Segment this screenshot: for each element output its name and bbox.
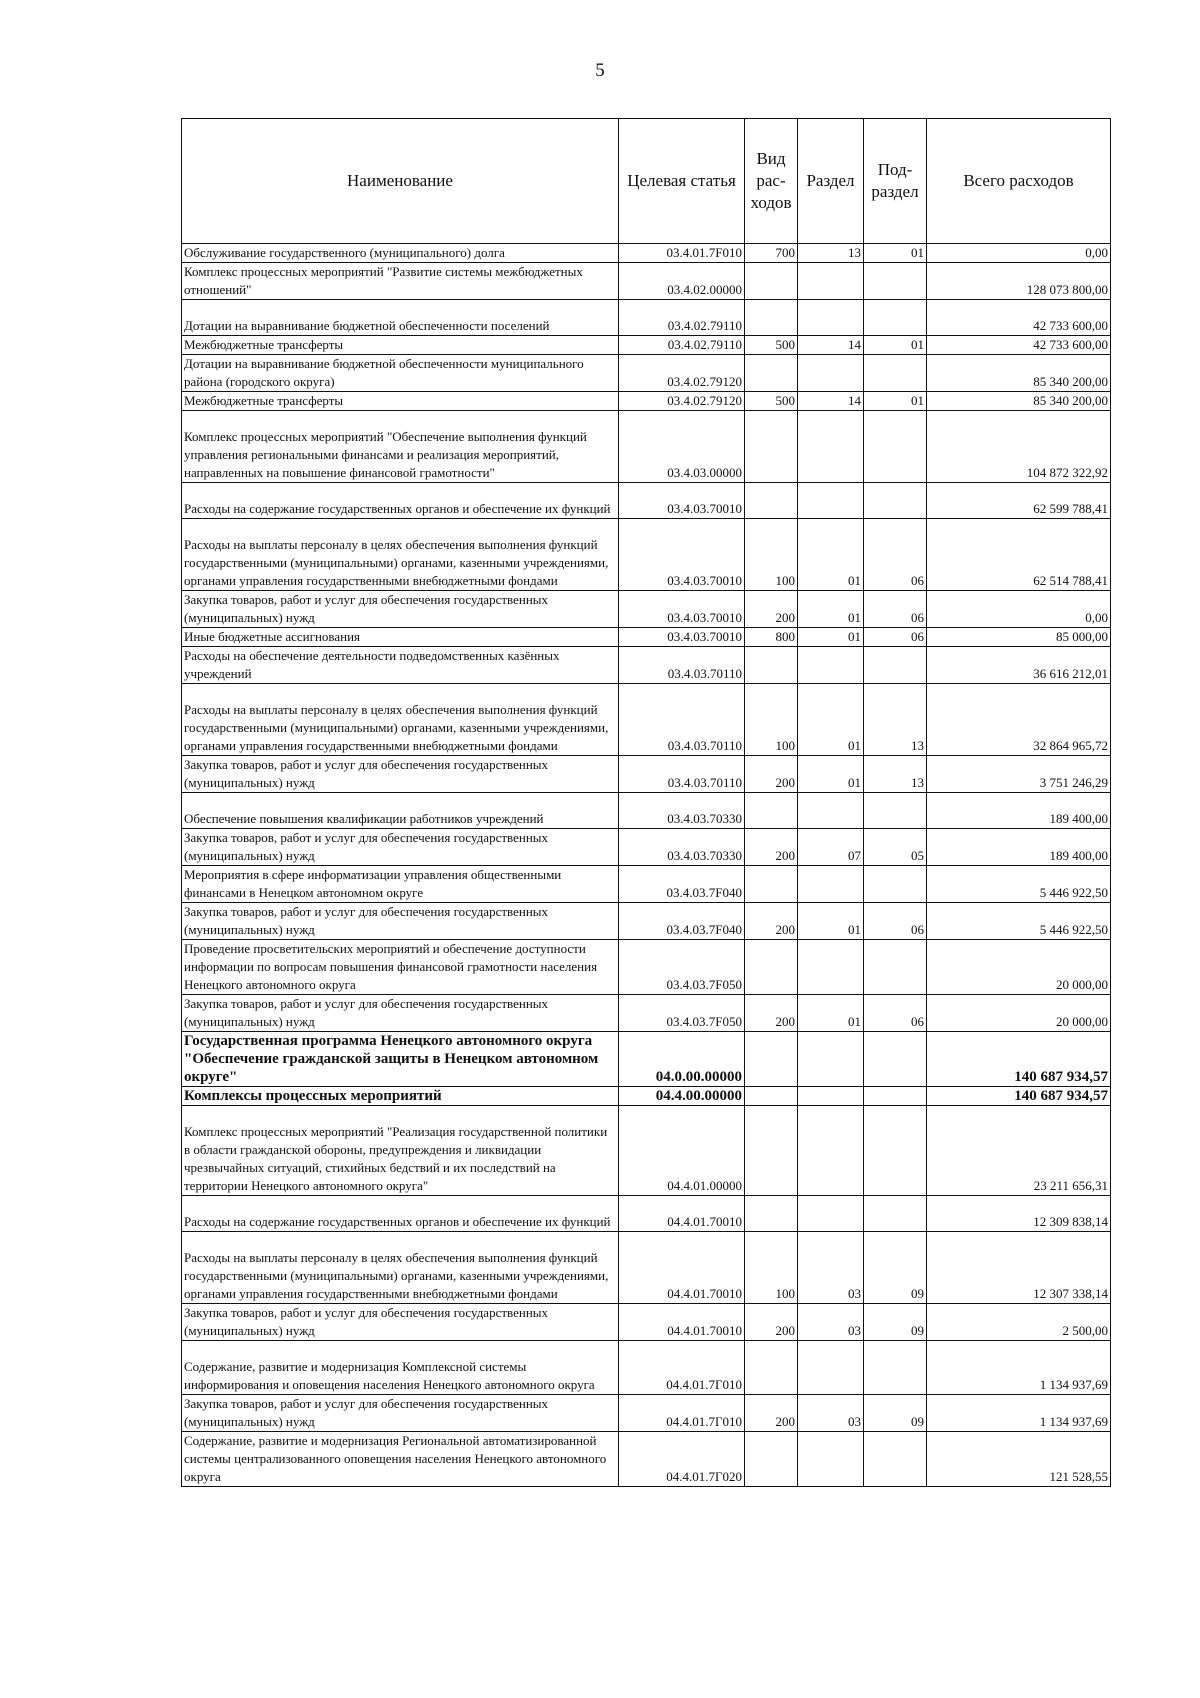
table-row (182, 1232, 1111, 1304)
cell-name: Содержание, развитие и модернизация Комплексной системы информирования и оповещения населения Ненецкого автономного округа (182, 1341, 619, 1395)
cell-podrazdel: 09 (864, 1395, 927, 1432)
table-row (182, 628, 1111, 647)
cell-name: Закупка товаров, работ и услуг для обеспечения государственных (муниципальных) нужд (182, 903, 619, 940)
cell-total: 12 307 338,14 (927, 1232, 1111, 1304)
cell-razdel (798, 411, 864, 483)
cell-total: 20 000,00 (927, 995, 1111, 1032)
cell-razdel: 14 (798, 392, 864, 411)
header-podrazdel: Под-раздел (864, 119, 927, 244)
cell-podrazdel (864, 1106, 927, 1196)
cell-total: 5 446 922,50 (927, 866, 1111, 903)
table-row (182, 411, 1111, 483)
cell-total: 85 340 200,00 (927, 392, 1111, 411)
page-number: 5 (595, 60, 605, 81)
cell-code: 03.4.03.00000 (619, 411, 745, 483)
table-row (182, 392, 1111, 411)
cell-code: 03.4.03.70010 (619, 591, 745, 628)
cell-vid: 100 (745, 1232, 798, 1304)
cell-podrazdel: 06 (864, 995, 927, 1032)
cell-total: 3 751 246,29 (927, 756, 1111, 793)
cell-code: 03.4.03.70330 (619, 829, 745, 866)
cell-name: Закупка товаров, работ и услуг для обеспечения государственных (муниципальных) нужд (182, 995, 619, 1032)
cell-name: Расходы на содержание государственных органов и обеспечение их функций (182, 1196, 619, 1232)
table-row (182, 647, 1111, 684)
cell-podrazdel (864, 866, 927, 903)
cell-podrazdel (864, 793, 927, 829)
cell-code: 03.4.03.7F040 (619, 903, 745, 940)
cell-vid: 200 (745, 995, 798, 1032)
table-row (182, 756, 1111, 793)
cell-podrazdel: 09 (864, 1304, 927, 1341)
cell-name: Расходы на содержание государственных органов и обеспечение их функций (182, 483, 619, 519)
cell-total: 140 687 934,57 (927, 1032, 1111, 1087)
table-row (182, 903, 1111, 940)
cell-podrazdel (864, 300, 927, 336)
table-row (182, 1087, 1111, 1106)
cell-name: Расходы на обеспечение деятельности подведомственных казённых учреждений (182, 647, 619, 684)
cell-total: 0,00 (927, 244, 1111, 263)
cell-vid: 200 (745, 1304, 798, 1341)
cell-total: 189 400,00 (927, 829, 1111, 866)
cell-total: 2 500,00 (927, 1304, 1111, 1341)
cell-razdel (798, 263, 864, 300)
cell-code: 04.4.01.7Г010 (619, 1395, 745, 1432)
cell-name: Содержание, развитие и модернизация Региональной автоматизированной системы централизованного оповещения населения Ненецкого автономного округа (182, 1432, 619, 1487)
cell-total: 189 400,00 (927, 793, 1111, 829)
cell-total: 36 616 212,01 (927, 647, 1111, 684)
cell-podrazdel: 13 (864, 756, 927, 793)
table-row (182, 1432, 1111, 1487)
cell-total: 23 211 656,31 (927, 1106, 1111, 1196)
table-row (182, 1106, 1111, 1196)
cell-podrazdel: 06 (864, 903, 927, 940)
cell-podrazdel (864, 940, 927, 995)
cell-name: Закупка товаров, работ и услуг для обеспечения государственных (муниципальных) нужд (182, 591, 619, 628)
cell-razdel (798, 1196, 864, 1232)
cell-razdel: 07 (798, 829, 864, 866)
table-row (182, 336, 1111, 355)
cell-razdel: 03 (798, 1395, 864, 1432)
cell-podrazdel (864, 1087, 927, 1106)
cell-total: 62 599 788,41 (927, 483, 1111, 519)
cell-code: 04.4.01.7Г020 (619, 1432, 745, 1487)
cell-razdel (798, 483, 864, 519)
cell-total: 104 872 322,92 (927, 411, 1111, 483)
cell-total: 12 309 838,14 (927, 1196, 1111, 1232)
cell-total: 128 073 800,00 (927, 263, 1111, 300)
cell-name: Государственная программа Ненецкого автономного округа "Обеспечение гражданской защиты в Ненецком автономном округе" (182, 1032, 619, 1087)
cell-podrazdel (864, 411, 927, 483)
cell-vid (745, 1341, 798, 1395)
cell-vid (745, 355, 798, 392)
cell-code: 03.4.03.70110 (619, 756, 745, 793)
cell-podrazdel (864, 263, 927, 300)
cell-total: 0,00 (927, 591, 1111, 628)
cell-total: 121 528,55 (927, 1432, 1111, 1487)
cell-razdel (798, 647, 864, 684)
cell-razdel: 03 (798, 1232, 864, 1304)
cell-code: 03.4.02.79120 (619, 355, 745, 392)
table-row (182, 1196, 1111, 1232)
table-row (182, 995, 1111, 1032)
table-row (182, 355, 1111, 392)
cell-code: 03.4.03.70010 (619, 519, 745, 591)
cell-code: 03.4.01.7F010 (619, 244, 745, 263)
cell-podrazdel: 06 (864, 519, 927, 591)
cell-name: Дотации на выравнивание бюджетной обеспеченности муниципального района (городского округа) (182, 355, 619, 392)
cell-razdel (798, 1032, 864, 1087)
cell-vid (745, 1196, 798, 1232)
cell-podrazdel (864, 355, 927, 392)
cell-code: 04.4.01.70010 (619, 1304, 745, 1341)
cell-vid: 500 (745, 392, 798, 411)
cell-razdel (798, 866, 864, 903)
table-row (182, 591, 1111, 628)
cell-razdel: 13 (798, 244, 864, 263)
cell-code: 03.4.02.79110 (619, 336, 745, 355)
cell-total: 85 000,00 (927, 628, 1111, 647)
cell-total: 1 134 937,69 (927, 1341, 1111, 1395)
header-total: Всего расходов (927, 119, 1111, 244)
table-row (182, 1395, 1111, 1432)
cell-vid: 100 (745, 684, 798, 756)
cell-total: 32 864 965,72 (927, 684, 1111, 756)
table-row (182, 519, 1111, 591)
header-vid: Вид рас-ходов (745, 119, 798, 244)
header-code: Целевая статья (619, 119, 745, 244)
cell-vid: 200 (745, 756, 798, 793)
cell-razdel: 01 (798, 756, 864, 793)
cell-vid (745, 300, 798, 336)
cell-code: 03.4.03.7F050 (619, 940, 745, 995)
table-row (182, 1341, 1111, 1395)
cell-vid: 100 (745, 519, 798, 591)
cell-razdel: 14 (798, 336, 864, 355)
cell-podrazdel (864, 1196, 927, 1232)
cell-razdel: 01 (798, 995, 864, 1032)
cell-podrazdel: 01 (864, 336, 927, 355)
cell-vid: 500 (745, 336, 798, 355)
budget-table (181, 118, 1111, 1487)
cell-razdel: 01 (798, 628, 864, 647)
cell-razdel: 01 (798, 591, 864, 628)
cell-name: Дотации на выравнивание бюджетной обеспеченности поселений (182, 300, 619, 336)
header-razdel: Раздел (798, 119, 864, 244)
cell-name: Проведение просветительских мероприятий и обеспечение доступности информации по вопросам повышения финансовой грамотности населения Ненецкого автономного округа (182, 940, 619, 995)
cell-name: Обслуживание государственного (муниципального) долга (182, 244, 619, 263)
table-row (182, 940, 1111, 995)
cell-podrazdel (864, 483, 927, 519)
cell-vid (745, 1032, 798, 1087)
cell-vid (745, 1106, 798, 1196)
cell-code: 04.4.01.70010 (619, 1232, 745, 1304)
cell-podrazdel: 13 (864, 684, 927, 756)
cell-podrazdel: 06 (864, 591, 927, 628)
cell-vid: 200 (745, 903, 798, 940)
cell-name: Закупка товаров, работ и услуг для обеспечения государственных (муниципальных) нужд (182, 756, 619, 793)
header-name: Наименование (182, 119, 619, 244)
cell-name: Комплекс процессных мероприятий "Обеспечение выполнения функций управления региональными финансами и реализация мероприятий, направленных на повышение финансовой грамотности" (182, 411, 619, 483)
cell-podrazdel: 01 (864, 244, 927, 263)
table-row (182, 263, 1111, 300)
cell-razdel (798, 940, 864, 995)
table-row (182, 244, 1111, 263)
cell-razdel (798, 1106, 864, 1196)
cell-name: Иные бюджетные ассигнования (182, 628, 619, 647)
cell-vid (745, 411, 798, 483)
table-row (182, 1304, 1111, 1341)
table-row (182, 793, 1111, 829)
cell-vid: 200 (745, 829, 798, 866)
cell-total: 5 446 922,50 (927, 903, 1111, 940)
cell-vid (745, 1432, 798, 1487)
cell-code: 03.4.03.70110 (619, 647, 745, 684)
cell-total: 1 134 937,69 (927, 1395, 1111, 1432)
table-row (182, 1032, 1111, 1087)
cell-podrazdel (864, 1341, 927, 1395)
cell-razdel (798, 355, 864, 392)
cell-razdel (798, 1087, 864, 1106)
cell-podrazdel: 09 (864, 1232, 927, 1304)
cell-name: Закупка товаров, работ и услуг для обеспечения государственных (муниципальных) нужд (182, 1395, 619, 1432)
cell-razdel (798, 1341, 864, 1395)
table-row (182, 483, 1111, 519)
cell-total: 62 514 788,41 (927, 519, 1111, 591)
cell-code: 04.4.01.70010 (619, 1196, 745, 1232)
cell-podrazdel: 01 (864, 392, 927, 411)
cell-name: Обеспечение повышения квалификации работников учреждений (182, 793, 619, 829)
cell-total: 42 733 600,00 (927, 336, 1111, 355)
table-row (182, 300, 1111, 336)
cell-name: Закупка товаров, работ и услуг для обеспечения государственных (муниципальных) нужд (182, 829, 619, 866)
cell-razdel (798, 1432, 864, 1487)
cell-vid: 700 (745, 244, 798, 263)
cell-vid: 200 (745, 591, 798, 628)
cell-total: 85 340 200,00 (927, 355, 1111, 392)
cell-vid: 800 (745, 628, 798, 647)
cell-vid (745, 866, 798, 903)
cell-code: 03.4.03.70330 (619, 793, 745, 829)
cell-razdel (798, 300, 864, 336)
cell-name: Расходы на выплаты персоналу в целях обеспечения выполнения функций государственными (муниципальными) органами, казенными учреждениями, органами управления государственными внебюджетными фондами (182, 684, 619, 756)
cell-razdel (798, 793, 864, 829)
cell-razdel: 01 (798, 903, 864, 940)
cell-code: 03.4.02.00000 (619, 263, 745, 300)
cell-vid (745, 263, 798, 300)
cell-podrazdel (864, 647, 927, 684)
cell-vid: 200 (745, 1395, 798, 1432)
cell-podrazdel: 06 (864, 628, 927, 647)
cell-name: Комплекс процессных мероприятий "Реализация государственной политики в области гражданской обороны, предупреждения и ликвидации чрезвычайных ситуаций, стихийных бедствий и их последствий на территории Ненецкого автономного округа" (182, 1106, 619, 1196)
table-header-row (182, 119, 1111, 244)
cell-name: Межбюджетные трансферты (182, 336, 619, 355)
cell-total: 20 000,00 (927, 940, 1111, 995)
cell-code: 03.4.02.79110 (619, 300, 745, 336)
cell-code: 03.4.03.7F040 (619, 866, 745, 903)
cell-name: Расходы на выплаты персоналу в целях обеспечения выполнения функций государственными (муниципальными) органами, казенными учреждениями, органами управления государственными внебюджетными фондами (182, 1232, 619, 1304)
cell-podrazdel (864, 1432, 927, 1487)
cell-code: 03.4.03.7F050 (619, 995, 745, 1032)
cell-vid (745, 940, 798, 995)
cell-code: 04.4.01.7Г010 (619, 1341, 745, 1395)
cell-vid (745, 1087, 798, 1106)
cell-podrazdel (864, 1032, 927, 1087)
cell-razdel: 01 (798, 519, 864, 591)
cell-total: 42 733 600,00 (927, 300, 1111, 336)
cell-name: Комплексы процессных мероприятий (182, 1087, 619, 1106)
cell-name: Расходы на выплаты персоналу в целях обеспечения выполнения функций государственными (муниципальными) органами, казенными учреждениями, органами управления государственными внебюджетными фондами (182, 519, 619, 591)
cell-code: 03.4.03.70010 (619, 483, 745, 519)
cell-name: Закупка товаров, работ и услуг для обеспечения государственных (муниципальных) нужд (182, 1304, 619, 1341)
cell-code: 04.4.00.00000 (619, 1087, 745, 1106)
table-row (182, 866, 1111, 903)
cell-code: 03.4.02.79120 (619, 392, 745, 411)
table-row (182, 684, 1111, 756)
cell-code: 04.0.00.00000 (619, 1032, 745, 1087)
cell-code: 03.4.03.70010 (619, 628, 745, 647)
cell-razdel: 01 (798, 684, 864, 756)
cell-name: Комплекс процессных мероприятий "Развитие системы межбюджетных отношений" (182, 263, 619, 300)
cell-vid (745, 483, 798, 519)
cell-name: Межбюджетные трансферты (182, 392, 619, 411)
table-row (182, 829, 1111, 866)
cell-code: 04.4.01.00000 (619, 1106, 745, 1196)
cell-podrazdel: 05 (864, 829, 927, 866)
cell-name: Мероприятия в сфере информатизации управления общественными финансами в Ненецком автономном округе (182, 866, 619, 903)
cell-total: 140 687 934,57 (927, 1087, 1111, 1106)
cell-vid (745, 793, 798, 829)
cell-code: 03.4.03.70110 (619, 684, 745, 756)
cell-razdel: 03 (798, 1304, 864, 1341)
cell-vid (745, 647, 798, 684)
